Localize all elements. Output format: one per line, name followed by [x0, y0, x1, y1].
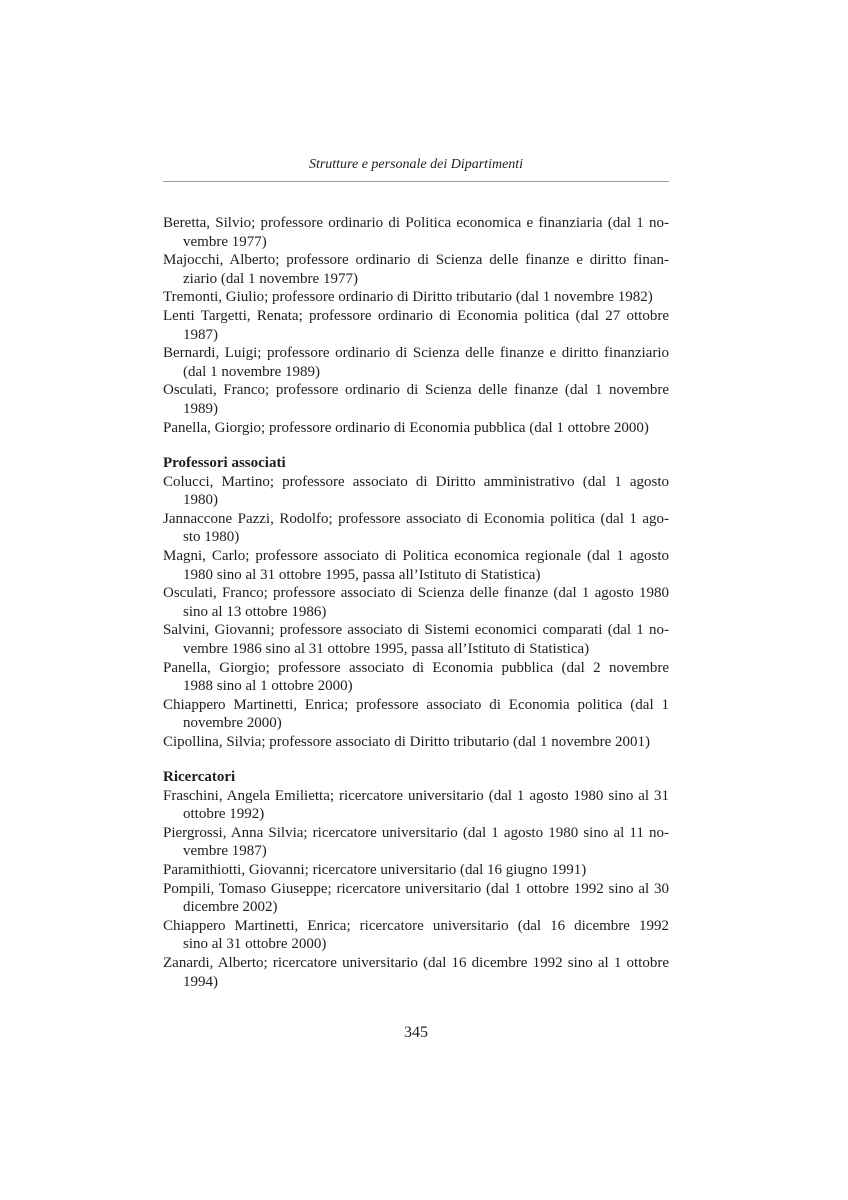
- entry-line: Panella, Giorgio; professore ordinario di Economia pubblica (dal 1 ottobre 2000): [163, 419, 649, 436]
- header-rule: [163, 181, 669, 182]
- entry-line: Osculati, Franco; professore ordinario di Scienza delle finanze (dal 1 novembre: [163, 382, 669, 399]
- section-ricercatori: [163, 768, 669, 991]
- entry-line: Majocchi, Alberto; professore ordinario di Scienza delle finanze e diritto finan-: [163, 252, 669, 269]
- section-professori-associati: [163, 454, 669, 752]
- list-item: [163, 307, 669, 344]
- entry-line: Pompili, Tomaso Giuseppe; ricercatore universitario (dal 1 ottobre 1992 sino al 30: [163, 880, 669, 897]
- entry-line: 1994): [183, 973, 218, 990]
- list-item: [163, 733, 669, 752]
- list-item: [163, 861, 669, 880]
- list-item: [163, 696, 669, 733]
- entry-line: Lenti Targetti, Renata; professore ordinario di Economia politica (dal 27 ottobre: [163, 307, 669, 324]
- list-item: [163, 880, 669, 917]
- entry-line: Fraschini, Angela Emilietta; ricercatore universitario (dal 1 agosto 1980 sino al 31: [163, 787, 669, 804]
- entry-line: Piergrossi, Anna Silvia; ricercatore universitario (dal 1 agosto 1980 sino al 11 no-: [163, 824, 669, 841]
- entry-line: Bernardi, Luigi; professore ordinario di Scienza delle finanze e diritto finanziario: [163, 345, 669, 362]
- list-item: [163, 621, 669, 658]
- entry-line: Zanardi, Alberto; ricercatore universitario (dal 16 dicembre 1992 sino al 1 ottobre: [163, 954, 669, 971]
- entry-line: Paramithiotti, Giovanni; ricercatore universitario (dal 16 giugno 1991): [163, 861, 587, 878]
- entry-line: Jannaccone Pazzi, Rodolfo; professore associato di Economia politica (dal 1 ago-: [163, 510, 669, 527]
- list-item: [163, 214, 669, 251]
- entry-line: Chiappero Martinetti, Enrica; professore associato di Economia politica (dal 1: [163, 696, 669, 713]
- entry-line: sino al 13 ottobre 1986): [183, 603, 327, 620]
- entry-line: Magni, Carlo; professore associato di Politica economica regionale (dal 1 agosto: [163, 547, 669, 564]
- entry-line: Colucci, Martino; professore associato di Diritto amministrativo (dal 1 agosto: [163, 473, 669, 490]
- list-item: [163, 584, 669, 621]
- entry-line: vembre 1977): [183, 233, 267, 250]
- list-item: [163, 288, 669, 307]
- entry-line: novembre 2000): [183, 715, 282, 732]
- entry-line: sto 1980): [183, 529, 240, 546]
- list-item: [163, 824, 669, 861]
- list-item: [163, 659, 669, 696]
- entry-line: Salvini, Giovanni; professore associato di Sistemi economici comparati (dal 1 no-: [163, 622, 669, 639]
- entry-line: (dal 1 novembre 1989): [183, 363, 321, 380]
- running-head: Strutture e personale dei Dipartimenti: [308, 157, 524, 172]
- list-item: [163, 473, 669, 510]
- list-item: [163, 787, 669, 824]
- list-item: [163, 344, 669, 381]
- entry-line: 1980 sino al 31 ottobre 1995, passa all’Istituto di Statistica): [183, 566, 541, 583]
- entry-line: Cipollina, Silvia; professore associato di Diritto tributario (dal 1 novembre 2001): [163, 733, 650, 750]
- entry-line: 1980): [183, 492, 218, 509]
- list-item: [163, 419, 669, 438]
- page-number: 345: [404, 1024, 428, 1041]
- entry-line: dicembre 2002): [183, 899, 278, 916]
- entry-line: Osculati, Franco; professore associato di Scienza delle finanze (dal 1 agosto 1980: [163, 585, 669, 602]
- list-item: [163, 917, 669, 954]
- list-item: [163, 381, 669, 418]
- entry-line: Beretta, Silvio; professore ordinario di Politica economica e finanziaria (dal 1 no-: [163, 215, 669, 231]
- section-heading: Professori associati: [163, 455, 286, 471]
- entry-line: 1988 sino al 1 ottobre 2000): [183, 678, 353, 695]
- section-professori-ordinari: [163, 214, 669, 437]
- list-item: [163, 547, 669, 584]
- entry-line: vembre 1987): [183, 843, 267, 860]
- entry-line: Chiappero Martinetti, Enrica; ricercatore universitario (dal 16 dicembre 1992: [163, 917, 669, 934]
- entry-line: 1989): [183, 400, 218, 417]
- entry-line: sino al 31 ottobre 2000): [183, 936, 327, 953]
- entry-line: vembre 1986 sino al 31 ottobre 1995, passa all’Istituto di Statistica): [183, 640, 590, 657]
- entry-line: ziario (dal 1 novembre 1977): [183, 270, 358, 287]
- list-item: [163, 251, 669, 288]
- section-heading: Ricercatori: [163, 769, 236, 785]
- entry-line: Tremonti, Giulio; professore ordinario di Diritto tributario (dal 1 novembre 1982): [163, 289, 653, 306]
- list-item: [163, 954, 669, 991]
- entry-line: ottobre 1992): [183, 806, 265, 823]
- list-item: [163, 510, 669, 547]
- entry-line: 1987): [183, 326, 218, 343]
- entry-line: Panella, Giorgio; professore associato di Economia pubblica (dal 2 novembre: [163, 659, 669, 676]
